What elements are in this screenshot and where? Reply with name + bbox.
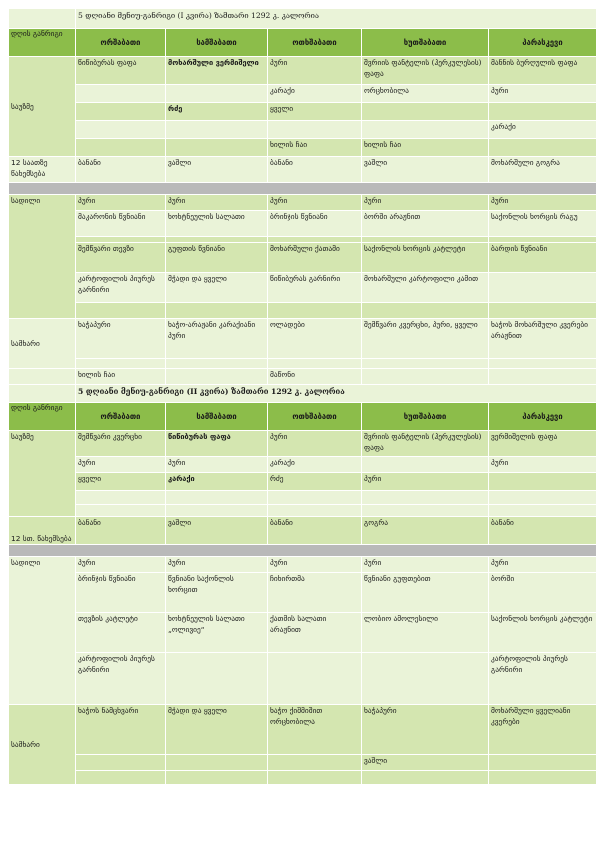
menu-cell bbox=[489, 771, 597, 785]
menu-cell: ბარდის წვნიანი bbox=[489, 243, 597, 273]
menu-cell: მჭადი და ყველი bbox=[166, 273, 268, 303]
menu-cell bbox=[489, 359, 597, 369]
menu-cell: პური bbox=[268, 431, 362, 457]
menu-cell: კარაქი bbox=[268, 85, 362, 103]
week2-title-row bbox=[9, 385, 597, 403]
menu-cell: პური bbox=[362, 473, 489, 491]
menu-cell bbox=[76, 755, 166, 771]
menu-cell: წვნიანი საქონლის ხორცით bbox=[166, 573, 268, 613]
weekday-monday: ორშაბათი bbox=[76, 29, 166, 57]
menu-cell bbox=[268, 303, 362, 319]
table-row bbox=[9, 85, 597, 103]
menu-cell bbox=[76, 303, 166, 319]
menu-cell: ბორში არაჟნით bbox=[362, 211, 489, 237]
menu-sheet bbox=[8, 8, 596, 785]
menu-cell: საქონლის ხორცის რაგუ bbox=[489, 211, 597, 237]
menu-cell: ვაშლი bbox=[362, 755, 489, 771]
menu-cell bbox=[166, 121, 268, 139]
menu-cell: წვნიანი გუფთებით bbox=[362, 573, 489, 613]
menu-cell: ორცხობილა bbox=[362, 85, 489, 103]
section-divider bbox=[9, 545, 597, 557]
menu-cell bbox=[76, 85, 166, 103]
table-row bbox=[9, 359, 597, 369]
menu-cell bbox=[166, 303, 268, 319]
menu-cell: შვრიის ფანტელის (ჰერკულესის) ფაფა bbox=[362, 57, 489, 85]
menu-cell: პური bbox=[76, 457, 166, 473]
menu-cell: წიწიბურას ფაფა bbox=[166, 431, 268, 457]
menu-cell bbox=[166, 771, 268, 785]
menu-table bbox=[8, 8, 597, 785]
menu-cell: კარტოფილის პიურეს გარნირი bbox=[489, 653, 597, 705]
menu-cell bbox=[362, 303, 489, 319]
menu-cell: გოგრა bbox=[362, 517, 489, 545]
menu-cell bbox=[76, 491, 166, 505]
menu-cell bbox=[268, 359, 362, 369]
menu-cell bbox=[268, 771, 362, 785]
title-spacer bbox=[9, 9, 76, 29]
menu-cell: ხაჭოს ნამცხვარი bbox=[76, 705, 166, 755]
weekday-friday: პარასკევი bbox=[489, 403, 597, 431]
menu-cell bbox=[489, 303, 597, 319]
meal-dinner: სამხარი bbox=[9, 319, 76, 369]
weekday-tuesday: სამშაბათი bbox=[166, 403, 268, 431]
table-row bbox=[9, 431, 597, 457]
menu-cell bbox=[489, 755, 597, 771]
menu-cell: პური bbox=[362, 557, 489, 573]
menu-cell: მოხარშული ყველიანი კვერები bbox=[489, 705, 597, 755]
meal-breakfast: საუზმე bbox=[9, 431, 76, 517]
meal-snack: 12 საათზე წახემსება bbox=[9, 157, 76, 183]
menu-cell: შემწვარი კვერცხი bbox=[76, 431, 166, 457]
divider-cell bbox=[9, 545, 597, 557]
menu-cell: ბრინჯის წვნიანი bbox=[268, 211, 362, 237]
table-row bbox=[9, 103, 597, 121]
table-row bbox=[9, 473, 597, 491]
menu-cell bbox=[489, 505, 597, 517]
meal-dinner: სამხარი bbox=[9, 705, 76, 785]
menu-cell bbox=[76, 505, 166, 517]
menu-cell bbox=[268, 505, 362, 517]
menu-cell: შემწვარი თევზი bbox=[76, 243, 166, 273]
menu-cell bbox=[76, 103, 166, 121]
menu-cell bbox=[9, 369, 76, 385]
week1-title-row bbox=[9, 9, 597, 29]
table-row bbox=[9, 573, 597, 613]
table-row bbox=[9, 557, 597, 573]
menu-cell: რძე bbox=[268, 473, 362, 491]
section-divider bbox=[9, 183, 597, 195]
menu-cell: ხოხტნეულის სალათი „ოლივიე“ bbox=[166, 613, 268, 653]
menu-cell: ქათმის სალათი არაჟნით bbox=[268, 613, 362, 653]
menu-cell: პური bbox=[489, 457, 597, 473]
menu-cell: ბანანი bbox=[489, 517, 597, 545]
table-row bbox=[9, 457, 597, 473]
table-row bbox=[9, 211, 597, 237]
menu-cell: ბანანი bbox=[76, 157, 166, 183]
menu-cell: მაწონი bbox=[268, 369, 362, 385]
menu-cell bbox=[76, 139, 166, 157]
table-row bbox=[9, 369, 597, 385]
meal-lunch: სადილი bbox=[9, 195, 76, 319]
menu-cell: პური bbox=[268, 57, 362, 85]
menu-cell bbox=[76, 121, 166, 139]
menu-cell: პური bbox=[268, 195, 362, 211]
menu-cell bbox=[362, 653, 489, 705]
menu-cell: პური bbox=[166, 195, 268, 211]
menu-cell: კარტოფილის პიურეს გარნირი bbox=[76, 273, 166, 303]
weekday-wednesday: ოთხშაბათი bbox=[268, 29, 362, 57]
menu-cell: მჭადი და ყველი bbox=[166, 705, 268, 755]
menu-cell bbox=[76, 771, 166, 785]
week1-header-row bbox=[9, 29, 597, 57]
menu-cell bbox=[166, 491, 268, 505]
menu-cell: ყველი bbox=[268, 103, 362, 121]
menu-cell bbox=[268, 121, 362, 139]
menu-cell: ბანანი bbox=[268, 517, 362, 545]
menu-cell bbox=[489, 139, 597, 157]
menu-cell: თევზის კატლეტი bbox=[76, 613, 166, 653]
menu-cell: პური bbox=[489, 195, 597, 211]
menu-cell bbox=[489, 473, 597, 491]
menu-cell bbox=[489, 369, 597, 385]
menu-cell: ხაჭაპური bbox=[76, 319, 166, 359]
menu-cell: მოხარშული კარტოფილი კამით bbox=[362, 273, 489, 303]
menu-cell: პური bbox=[76, 557, 166, 573]
menu-cell bbox=[76, 359, 166, 369]
menu-cell: კარაქი bbox=[166, 473, 268, 491]
menu-cell: ხილის ჩაი bbox=[268, 139, 362, 157]
menu-cell: კარაქი bbox=[268, 457, 362, 473]
weekday-monday: ორშაბათი bbox=[76, 403, 166, 431]
menu-cell bbox=[166, 85, 268, 103]
table-row bbox=[9, 613, 597, 653]
weekday-tuesday: სამშაბათი bbox=[166, 29, 268, 57]
menu-cell bbox=[268, 755, 362, 771]
menu-cell bbox=[362, 103, 489, 121]
menu-cell bbox=[489, 491, 597, 505]
weekday-friday: პარასკევი bbox=[489, 29, 597, 57]
meal-snack: 12 სთ. წახემსება bbox=[9, 517, 76, 545]
weekday-thursday: ხუთშაბათი bbox=[362, 29, 489, 57]
menu-cell: პური bbox=[166, 457, 268, 473]
menu-cell: შვრიის ფანტელის (ჰერკულესის) ფაფა bbox=[362, 431, 489, 457]
menu-cell: ხაჭო ქიშმიშით ორცხობილა bbox=[268, 705, 362, 755]
menu-cell: კარტოფილის პიურეს გარნირი bbox=[76, 653, 166, 705]
menu-cell bbox=[268, 653, 362, 705]
menu-cell bbox=[362, 369, 489, 385]
menu-cell: პური bbox=[489, 557, 597, 573]
menu-cell: ვაშლი bbox=[166, 517, 268, 545]
menu-cell: პური bbox=[489, 85, 597, 103]
table-row bbox=[9, 303, 597, 319]
menu-cell bbox=[166, 369, 268, 385]
menu-cell: მაკარონის წვნიანი bbox=[76, 211, 166, 237]
menu-cell: პური bbox=[166, 557, 268, 573]
table-row bbox=[9, 491, 597, 505]
menu-cell: ვაშლი bbox=[362, 157, 489, 183]
menu-cell bbox=[166, 505, 268, 517]
menu-cell: ხაჭაპური bbox=[362, 705, 489, 755]
menu-cell: ხილის ჩაი bbox=[76, 369, 166, 385]
menu-cell: ბრინჯის წვნიანი bbox=[76, 573, 166, 613]
menu-cell: ბანანი bbox=[268, 157, 362, 183]
week1-title: 5 დღიანი მენიუ-განრიგი (I კვირა) ზამთარი 1292 კ. კალორია bbox=[76, 9, 597, 29]
menu-cell: საქონლის ხორცის კატლეტი bbox=[362, 243, 489, 273]
menu-cell: კარაქი bbox=[489, 121, 597, 139]
menu-cell bbox=[166, 359, 268, 369]
menu-cell: გუფთის წვნიანი bbox=[166, 243, 268, 273]
table-row bbox=[9, 121, 597, 139]
menu-cell: ხილის ჩაი bbox=[362, 139, 489, 157]
menu-cell bbox=[489, 273, 597, 303]
table-row bbox=[9, 319, 597, 359]
menu-cell: მოხარშული ვერმიშელი bbox=[166, 57, 268, 85]
menu-cell bbox=[166, 755, 268, 771]
menu-cell bbox=[166, 653, 268, 705]
table-row bbox=[9, 243, 597, 273]
menu-cell: პური bbox=[362, 195, 489, 211]
table-row bbox=[9, 517, 597, 545]
menu-cell bbox=[166, 139, 268, 157]
menu-cell: ხოხტნეულის სალათი bbox=[166, 211, 268, 237]
table-row bbox=[9, 653, 597, 705]
menu-cell bbox=[362, 359, 489, 369]
menu-cell bbox=[362, 505, 489, 517]
table-row bbox=[9, 273, 597, 303]
meal-lunch: სადილი bbox=[9, 557, 76, 705]
menu-cell bbox=[362, 771, 489, 785]
week2-title: 5 დღიანი მენიუ-განრიგი (II კვირა) ზამთარი 1292 კ. კალორია bbox=[76, 385, 597, 403]
menu-cell: მოხარშული ქათამი bbox=[268, 243, 362, 273]
menu-cell: მანნის ბურღულის ფაფა bbox=[489, 57, 597, 85]
weekday-wednesday: ოთხშაბათი bbox=[268, 403, 362, 431]
menu-cell bbox=[362, 491, 489, 505]
title-spacer bbox=[9, 385, 76, 403]
menu-cell: რძე bbox=[166, 103, 268, 121]
day-schedule-header: დღის განრიგი bbox=[9, 403, 76, 431]
table-row bbox=[9, 57, 597, 85]
table-row bbox=[9, 195, 597, 211]
menu-cell bbox=[362, 457, 489, 473]
table-row bbox=[9, 157, 597, 183]
menu-cell: ლობიო ამოლესილი bbox=[362, 613, 489, 653]
table-row bbox=[9, 139, 597, 157]
menu-cell: ვერმიშელის ფაფა bbox=[489, 431, 597, 457]
week2-header-row bbox=[9, 403, 597, 431]
menu-cell: ყველი bbox=[76, 473, 166, 491]
weekday-thursday: ხუთშაბათი bbox=[362, 403, 489, 431]
menu-cell: ბანანი bbox=[76, 517, 166, 545]
menu-cell: ხაჭო-არაჟანი კარაქიანი პური bbox=[166, 319, 268, 359]
menu-cell bbox=[489, 103, 597, 121]
menu-cell: საქონლის ხორცის კატლეტი bbox=[489, 613, 597, 653]
menu-cell: ჩიხირთმა bbox=[268, 573, 362, 613]
menu-cell: მოხარშული გოგრა bbox=[489, 157, 597, 183]
menu-cell bbox=[362, 121, 489, 139]
menu-cell: პური bbox=[76, 195, 166, 211]
menu-cell: წიწიბურას ფაფა bbox=[76, 57, 166, 85]
menu-cell: შემწვარი კვერცხი, პური, ყველი bbox=[362, 319, 489, 359]
menu-cell: ვაშლი bbox=[166, 157, 268, 183]
menu-cell: ხაჭოს მოხარშული კვერები არაჟნით bbox=[489, 319, 597, 359]
menu-cell bbox=[268, 491, 362, 505]
menu-cell: პური bbox=[268, 557, 362, 573]
table-row bbox=[9, 505, 597, 517]
divider-cell bbox=[9, 183, 597, 195]
menu-cell: ოლადები bbox=[268, 319, 362, 359]
menu-cell: წიწიბურას გარნირი bbox=[268, 273, 362, 303]
table-row bbox=[9, 771, 597, 785]
menu-cell: ბორში bbox=[489, 573, 597, 613]
table-row bbox=[9, 755, 597, 771]
meal-breakfast: საუზმე bbox=[9, 57, 76, 157]
day-schedule-header: დღის განრიგი bbox=[9, 29, 76, 57]
table-row bbox=[9, 705, 597, 755]
